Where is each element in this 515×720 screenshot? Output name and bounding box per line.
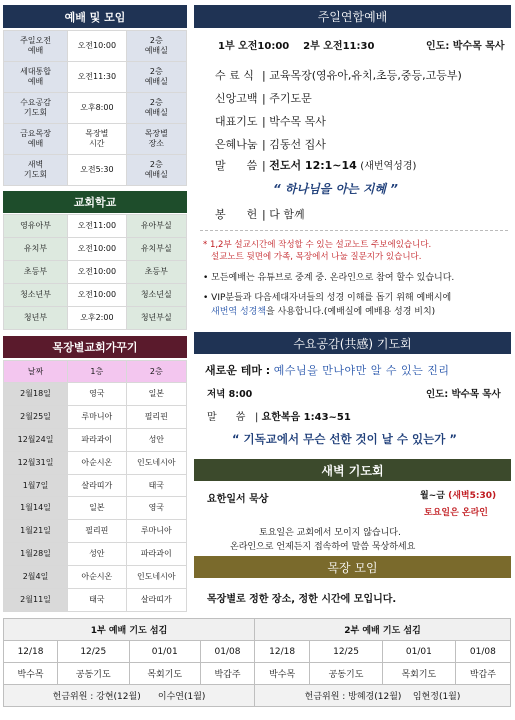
table-cell: 2층 예배실 — [126, 31, 186, 62]
table-cell: 유치부 — [4, 238, 68, 261]
table-row — [4, 566, 187, 589]
wednesday-header: 수요공감(共感) 기도회 — [194, 332, 511, 354]
wednesday-theme — [205, 362, 449, 378]
note-2: 설교노트 뒷면에 가족, 목장에서 나눌 질문지가 있습니다. — [211, 252, 422, 262]
prayer-name: 목회기도 — [382, 663, 455, 685]
table-cell: 주일오전 예배 — [4, 31, 68, 62]
table-cell: 2월18일 — [4, 383, 68, 406]
prayer-date: 12/18 — [255, 641, 310, 663]
table-row — [4, 361, 187, 383]
table-cell: 1월7일 — [4, 474, 68, 497]
second-offering: 헌금위원 : 방혜경(12월) 임현정(1월) — [255, 685, 511, 707]
prayer-name: 박수목 — [255, 663, 310, 685]
table-cell: 12월24일 — [4, 428, 68, 451]
table-cell: 필리핀 — [68, 520, 127, 543]
table-cell: 살라띠가 — [126, 589, 186, 612]
table-cell: 살라띠가 — [68, 474, 127, 497]
table-row — [4, 474, 187, 497]
dawn-header: 새벽 기도회 — [194, 459, 511, 481]
table-row — [4, 543, 187, 566]
divider — [200, 230, 508, 231]
sunday-header: 주일연합예배 — [194, 5, 511, 28]
dawn-weekday — [420, 488, 496, 501]
dawn-book: 요한일서 묵상 — [207, 494, 269, 505]
note-4: • VIP분들과 다음세대자녀들의 성경 이해를 돕기 위해 예배시에 — [203, 293, 452, 303]
wednesday-leader: 인도: 박수목 목사 — [426, 389, 501, 400]
table-row — [4, 93, 187, 124]
prayer-table — [3, 618, 511, 707]
table-cell: 성안 — [68, 543, 127, 566]
table-cell: 필리핀 — [126, 405, 186, 428]
sunday-item-text: 교육목장(영유아,유치,초등,중등,고등부) — [269, 69, 462, 82]
prayer-name: 박갑주 — [200, 663, 254, 685]
sunday-item-text: 박수목 목사 — [269, 115, 326, 128]
sunday-sermon: “ 하나님을 아는 지혜 ” — [273, 182, 398, 196]
prayer-name: 박갑주 — [455, 663, 510, 685]
table-cell: 2층 예배실 — [126, 62, 186, 93]
table-cell: 오전10:00 — [68, 31, 127, 62]
dawn-note-2: 온라인으로 언제든지 접속하여 말씀 묵상하세요 — [230, 542, 416, 552]
table-cell: 오후8:00 — [68, 93, 127, 124]
table-row — [4, 520, 187, 543]
table-cell: 수요공감 기도회 — [4, 93, 68, 124]
separator: | — [262, 69, 270, 82]
sunday-item-label: 은혜나눔 — [215, 138, 258, 151]
table-cell: 1월14일 — [4, 497, 68, 520]
prayer-date: 01/08 — [455, 641, 510, 663]
table-row — [4, 497, 187, 520]
theme-text: 예수님을 만나야만 알 수 있는 진리 — [273, 364, 450, 377]
table-cell: 파라과이 — [68, 428, 127, 451]
table-cell: 인도네시아 — [126, 451, 186, 474]
table-cell: 2층 예배실 — [126, 155, 186, 186]
table-cell: 청년부 — [4, 307, 68, 330]
table-cell: 영국 — [68, 383, 127, 406]
table-row — [4, 215, 187, 238]
sunday-word-version: (새번역성경) — [360, 161, 417, 172]
wednesday-word-label: 말 씀 — [207, 412, 246, 423]
table-cell: 오후2:00 — [68, 307, 127, 330]
table-cell: 인도네시아 — [126, 566, 186, 589]
table-cell: 오전10:00 — [68, 261, 127, 284]
note-5 — [211, 304, 435, 317]
sunday-item-text: 김동선 집사 — [269, 138, 326, 151]
table-cell: 유아부실 — [126, 215, 186, 238]
table-cell: 2월11일 — [4, 589, 68, 612]
dawn-weekday-time: (새벽5:30) — [448, 491, 497, 501]
worship-header: 예배 및 모임 — [3, 5, 187, 28]
table-cell: 루마니아 — [126, 520, 186, 543]
table-cell: 청년부실 — [126, 307, 186, 330]
table-cell: 2층 예배실 — [126, 93, 186, 124]
table-cell: 오전10:00 — [68, 284, 127, 307]
garden-header: 목장별교회가꾸기 — [3, 336, 187, 358]
table-cell: 성안 — [126, 428, 186, 451]
note-bible: 새번역 성경책 — [211, 307, 267, 317]
table-row — [4, 428, 187, 451]
wednesday-sermon: “ 기독교에서 무슨 선한 것이 날 수 있는가 ” — [232, 432, 457, 446]
table-row — [4, 589, 187, 612]
sunday-leader: 인도: 박수목 목사 — [426, 41, 505, 52]
table-cell: 오전10:00 — [68, 238, 127, 261]
table-cell: 금요목장 예배 — [4, 124, 68, 155]
prayer-date: 12/25 — [310, 641, 383, 663]
sunday-item-value — [262, 90, 312, 106]
note-bible-rest: 을 사용합니다.(예배실에 예배용 성경 비치) — [266, 307, 436, 317]
table-row — [4, 307, 187, 330]
garden-table — [3, 360, 187, 612]
sunday-item-value — [262, 136, 326, 152]
table-cell: 청소년부 — [4, 284, 68, 307]
sunday-offering-value: 다 함께 — [269, 208, 305, 221]
table-cell: 새벽 기도회 — [4, 155, 68, 186]
worship-table — [3, 30, 187, 186]
separator: | — [262, 138, 270, 151]
table-row — [4, 284, 187, 307]
school-header: 교회학교 — [3, 191, 187, 213]
dawn-note-1: 토요일은 교회에서 모이지 않습니다. — [259, 528, 401, 538]
prayer-name: 목회기도 — [129, 663, 200, 685]
table-cell: 2층 — [126, 361, 186, 383]
prayer-name: 공동기도 — [58, 663, 129, 685]
table-cell: 태국 — [126, 474, 186, 497]
table-cell: 1월21일 — [4, 520, 68, 543]
dawn-weekday-days: 월~금 — [420, 491, 445, 501]
table-cell: 아순시온 — [68, 451, 127, 474]
sunday-item-label: 신앙고백 — [215, 92, 258, 105]
sunday-offering-label: 봉 헌 — [215, 208, 258, 221]
table-cell: 루마니아 — [68, 405, 127, 428]
prayer-date: 01/08 — [200, 641, 254, 663]
prayer-date: 01/01 — [382, 641, 455, 663]
table-cell: 영유아부 — [4, 215, 68, 238]
wednesday-time: 저녁 8:00 — [207, 389, 253, 400]
table-cell: 세대통합 예배 — [4, 62, 68, 93]
table-row — [4, 405, 187, 428]
table-cell: 일본 — [68, 497, 127, 520]
table-cell: 초등부 — [4, 261, 68, 284]
table-row — [4, 62, 187, 93]
prayer-date: 01/01 — [129, 641, 200, 663]
table-cell: 파라과이 — [126, 543, 186, 566]
table-cell: 영국 — [126, 497, 186, 520]
table-cell: 오전11:00 — [68, 215, 127, 238]
table-cell: 1층 — [68, 361, 127, 383]
table-cell: 목장별 장소 — [126, 124, 186, 155]
table-cell: 태국 — [68, 589, 127, 612]
table-row — [4, 383, 187, 406]
separator: | — [262, 92, 270, 105]
second-title: 2부 예배 기도 섬김 — [255, 619, 511, 641]
wednesday-word-ref: 요한복음 1:43~51 — [261, 412, 351, 423]
school-table — [3, 214, 187, 330]
sunday-word-label: 말 씀 — [215, 159, 258, 172]
mokjang-header: 목장 모임 — [194, 556, 511, 578]
sunday-item-value — [262, 67, 462, 83]
sunday-word-ref: 전도서 12:1~14 — [269, 159, 357, 172]
prayer-date: 12/18 — [4, 641, 58, 663]
table-row — [4, 261, 187, 284]
table-row — [4, 155, 187, 186]
first-offering: 헌금위원 : 강현(12월) 이수연(1월) — [4, 685, 255, 707]
table-row — [4, 238, 187, 261]
sunday-word: | 전도서 12:1~14 (새번역성경) — [262, 159, 417, 172]
table-row — [4, 124, 187, 155]
mokjang-text: 목장별로 정한 장소, 정한 시간에 모입니다. — [207, 594, 397, 605]
table-cell: 날짜 — [4, 361, 68, 383]
table-cell: 초등부 — [126, 261, 186, 284]
note-3: • 모든예배는 유튜브로 중계 중. 온라인으로 참여 할수 있습니다. — [203, 273, 455, 283]
table-cell: 오전11:30 — [68, 62, 127, 93]
table-cell: 아순시온 — [68, 566, 127, 589]
sunday-item-label: 대표기도 — [215, 115, 258, 128]
prayer-name: 공동기도 — [310, 663, 383, 685]
table-cell: 1월28일 — [4, 543, 68, 566]
table-cell: 목장별 시간 — [68, 124, 127, 155]
table-cell: 12월31일 — [4, 451, 68, 474]
table-cell: 오전5:30 — [68, 155, 127, 186]
dawn-saturday: 토요일은 온라인 — [424, 508, 488, 518]
sunday-offering: | 다 함께 — [262, 208, 305, 221]
sunday-times: 1부 오전10:00 2부 오전11:30 — [218, 41, 375, 52]
table-row — [4, 31, 187, 62]
first-title: 1부 예배 기도 섬김 — [4, 619, 255, 641]
table-cell: 일본 — [126, 383, 186, 406]
table-cell: 유치부실 — [126, 238, 186, 261]
wednesday-word: | 요한복음 1:43~51 — [255, 412, 351, 423]
sunday-item-value — [262, 113, 326, 129]
sunday-item-label: 수 료 식 — [215, 69, 254, 82]
table-cell: 2월4일 — [4, 566, 68, 589]
table-row — [4, 451, 187, 474]
theme-label: 새로운 테마 : — [205, 364, 271, 377]
prayer-date: 12/25 — [58, 641, 129, 663]
table-cell: 2월25일 — [4, 405, 68, 428]
separator: | — [262, 115, 270, 128]
prayer-name: 박수목 — [4, 663, 58, 685]
table-cell: 청소년실 — [126, 284, 186, 307]
note-1: * 1,2부 설교시간에 작성할 수 있는 설교노트 주보에있습니다. — [203, 240, 432, 250]
sunday-item-text: 주기도문 — [269, 92, 312, 105]
